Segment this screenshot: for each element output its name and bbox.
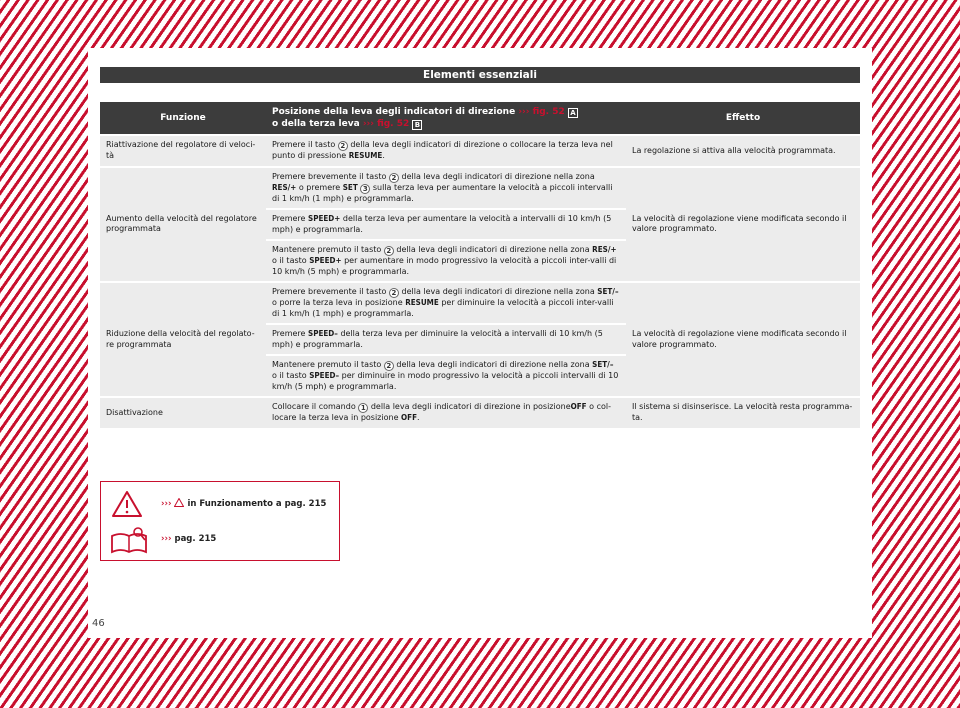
warning-triangle-icon xyxy=(111,490,143,518)
cell-posizione: Premere brevemente il tasto 2 della leva degli indicatori di direzione nella zona RES/+ o premere SET 3 sulla terza leva per aumentare la velocità a piccoli intervalli di 1 km/h (1 mph) e programmarla. xyxy=(266,168,626,209)
button-label-text: SET/– xyxy=(592,360,614,369)
button-label-text: OFF xyxy=(570,402,587,411)
essentials-table xyxy=(100,100,860,430)
cell-effetto: La velocità di regolazione viene modificata secondo il valore programmato. xyxy=(626,283,860,396)
callout-number: 2 xyxy=(389,288,399,298)
cell-posizione: Premere SPEED+ della terza leva per aumentare la velocità a intervalli di 10 km/h (5 mph) e programmarla. xyxy=(266,210,626,239)
callout-number: 3 xyxy=(360,184,370,194)
button-label-text: SPEED+ xyxy=(309,256,342,265)
button-label-text: SET/– xyxy=(597,287,619,296)
callout-number: 2 xyxy=(384,361,394,371)
page-number: 46 xyxy=(92,618,105,629)
callout-number: 2 xyxy=(384,246,394,256)
button-label-text: RES/+ xyxy=(272,182,297,192)
button-label-text: SPEED+ xyxy=(308,214,341,223)
header-funzione: Funzione xyxy=(100,102,266,134)
reference-box xyxy=(100,481,340,561)
button-label-text: OFF xyxy=(401,413,417,422)
table-row xyxy=(100,136,860,166)
table-row xyxy=(100,398,860,428)
section-title: Elementi essenziali xyxy=(100,67,860,83)
cell-posizione: Mantenere premuto il tasto 2 della leva degli indicatori di direzione nella zona RES/+ o il tasto SPEED+ per aumentare in modo progressivo la velocità a piccoli inter-valli di 10 km/h (5 mph) e programmarla. xyxy=(266,241,626,281)
cell-effetto: La regolazione si attiva alla velocità programmata. xyxy=(626,136,860,166)
fig-label-b-icon: B xyxy=(412,120,422,130)
cell-posizione: Premere SPEED– della terza leva per diminuire la velocità a intervalli di 10 km/h (5 mph) e programmarla. xyxy=(266,325,626,354)
cell-funzione: Riattivazione del regolatore di veloci-tà xyxy=(100,136,266,166)
fig-ref-a[interactable]: ››› fig. 52 xyxy=(518,107,565,117)
fig-ref-b[interactable]: ››› fig. 52 xyxy=(362,119,410,129)
button-label-text: SPEED– xyxy=(308,329,338,338)
cell-funzione: Riduzione della velocità del regolato-re programmata xyxy=(100,283,266,396)
cell-funzione: Disattivazione xyxy=(100,398,266,428)
table-header-row xyxy=(100,102,860,134)
header-effetto: Effetto xyxy=(626,102,860,134)
button-label-text: SET xyxy=(342,182,358,192)
cell-posizione: Collocare il comando 1 della leva degli indicatori di direzione in posizioneOFF o col-locare la terza leva in posizione OFF. xyxy=(266,398,626,428)
manual-book-icon xyxy=(109,526,149,556)
cell-funzione: Aumento della velocità del regolatore programmata xyxy=(100,168,266,282)
cell-posizione: Premere il tasto 2 della leva degli indicatori di direzione o collocare la terza leva nel punto di pressione RESUME. xyxy=(266,136,626,166)
table-row xyxy=(100,168,860,209)
cell-posizione: Mantenere premuto il tasto 2 della leva degli indicatori di direzione nella zona SET/– o il tasto SPEED– per diminuire in modo progressivo la velocità a piccoli intervalli di 10 km/h (5 mph) e programmarla. xyxy=(266,356,626,396)
callout-number: 2 xyxy=(389,173,399,183)
fig-label-a-icon: A xyxy=(568,108,578,118)
cell-effetto: La velocità di regolazione viene modificata secondo il valore programmato. xyxy=(626,168,860,282)
page-reference[interactable]: ››› pag. 215 xyxy=(161,534,217,544)
header-posizione: Posizione della leva degli indicatori di direzione ››› fig. 52 A o della terza leva ››› fig. 52 B xyxy=(266,102,626,134)
warning-reference[interactable]: ››› in Funzionamento a pag. 215 xyxy=(161,499,327,509)
button-label-text: SPEED– xyxy=(309,371,340,380)
callout-number: 2 xyxy=(338,141,348,151)
button-label-text: RESUME xyxy=(405,298,439,307)
button-label-text: RESUME xyxy=(348,151,383,160)
callout-number: 1 xyxy=(358,403,368,413)
button-label-text: RES/+ xyxy=(592,245,617,254)
small-warning-icon xyxy=(174,498,184,507)
cell-effetto: Il sistema si disinserisce. La velocità resta programma-ta. xyxy=(626,398,860,428)
cell-posizione: Premere brevemente il tasto 2 della leva degli indicatori di direzione nella zona SET/– o porre la terza leva in posizione RESUME per diminuire la velocità a piccoli inter-valli di 1 km/h (1 mph) e programmarla. xyxy=(266,283,626,323)
table-row xyxy=(100,283,860,323)
